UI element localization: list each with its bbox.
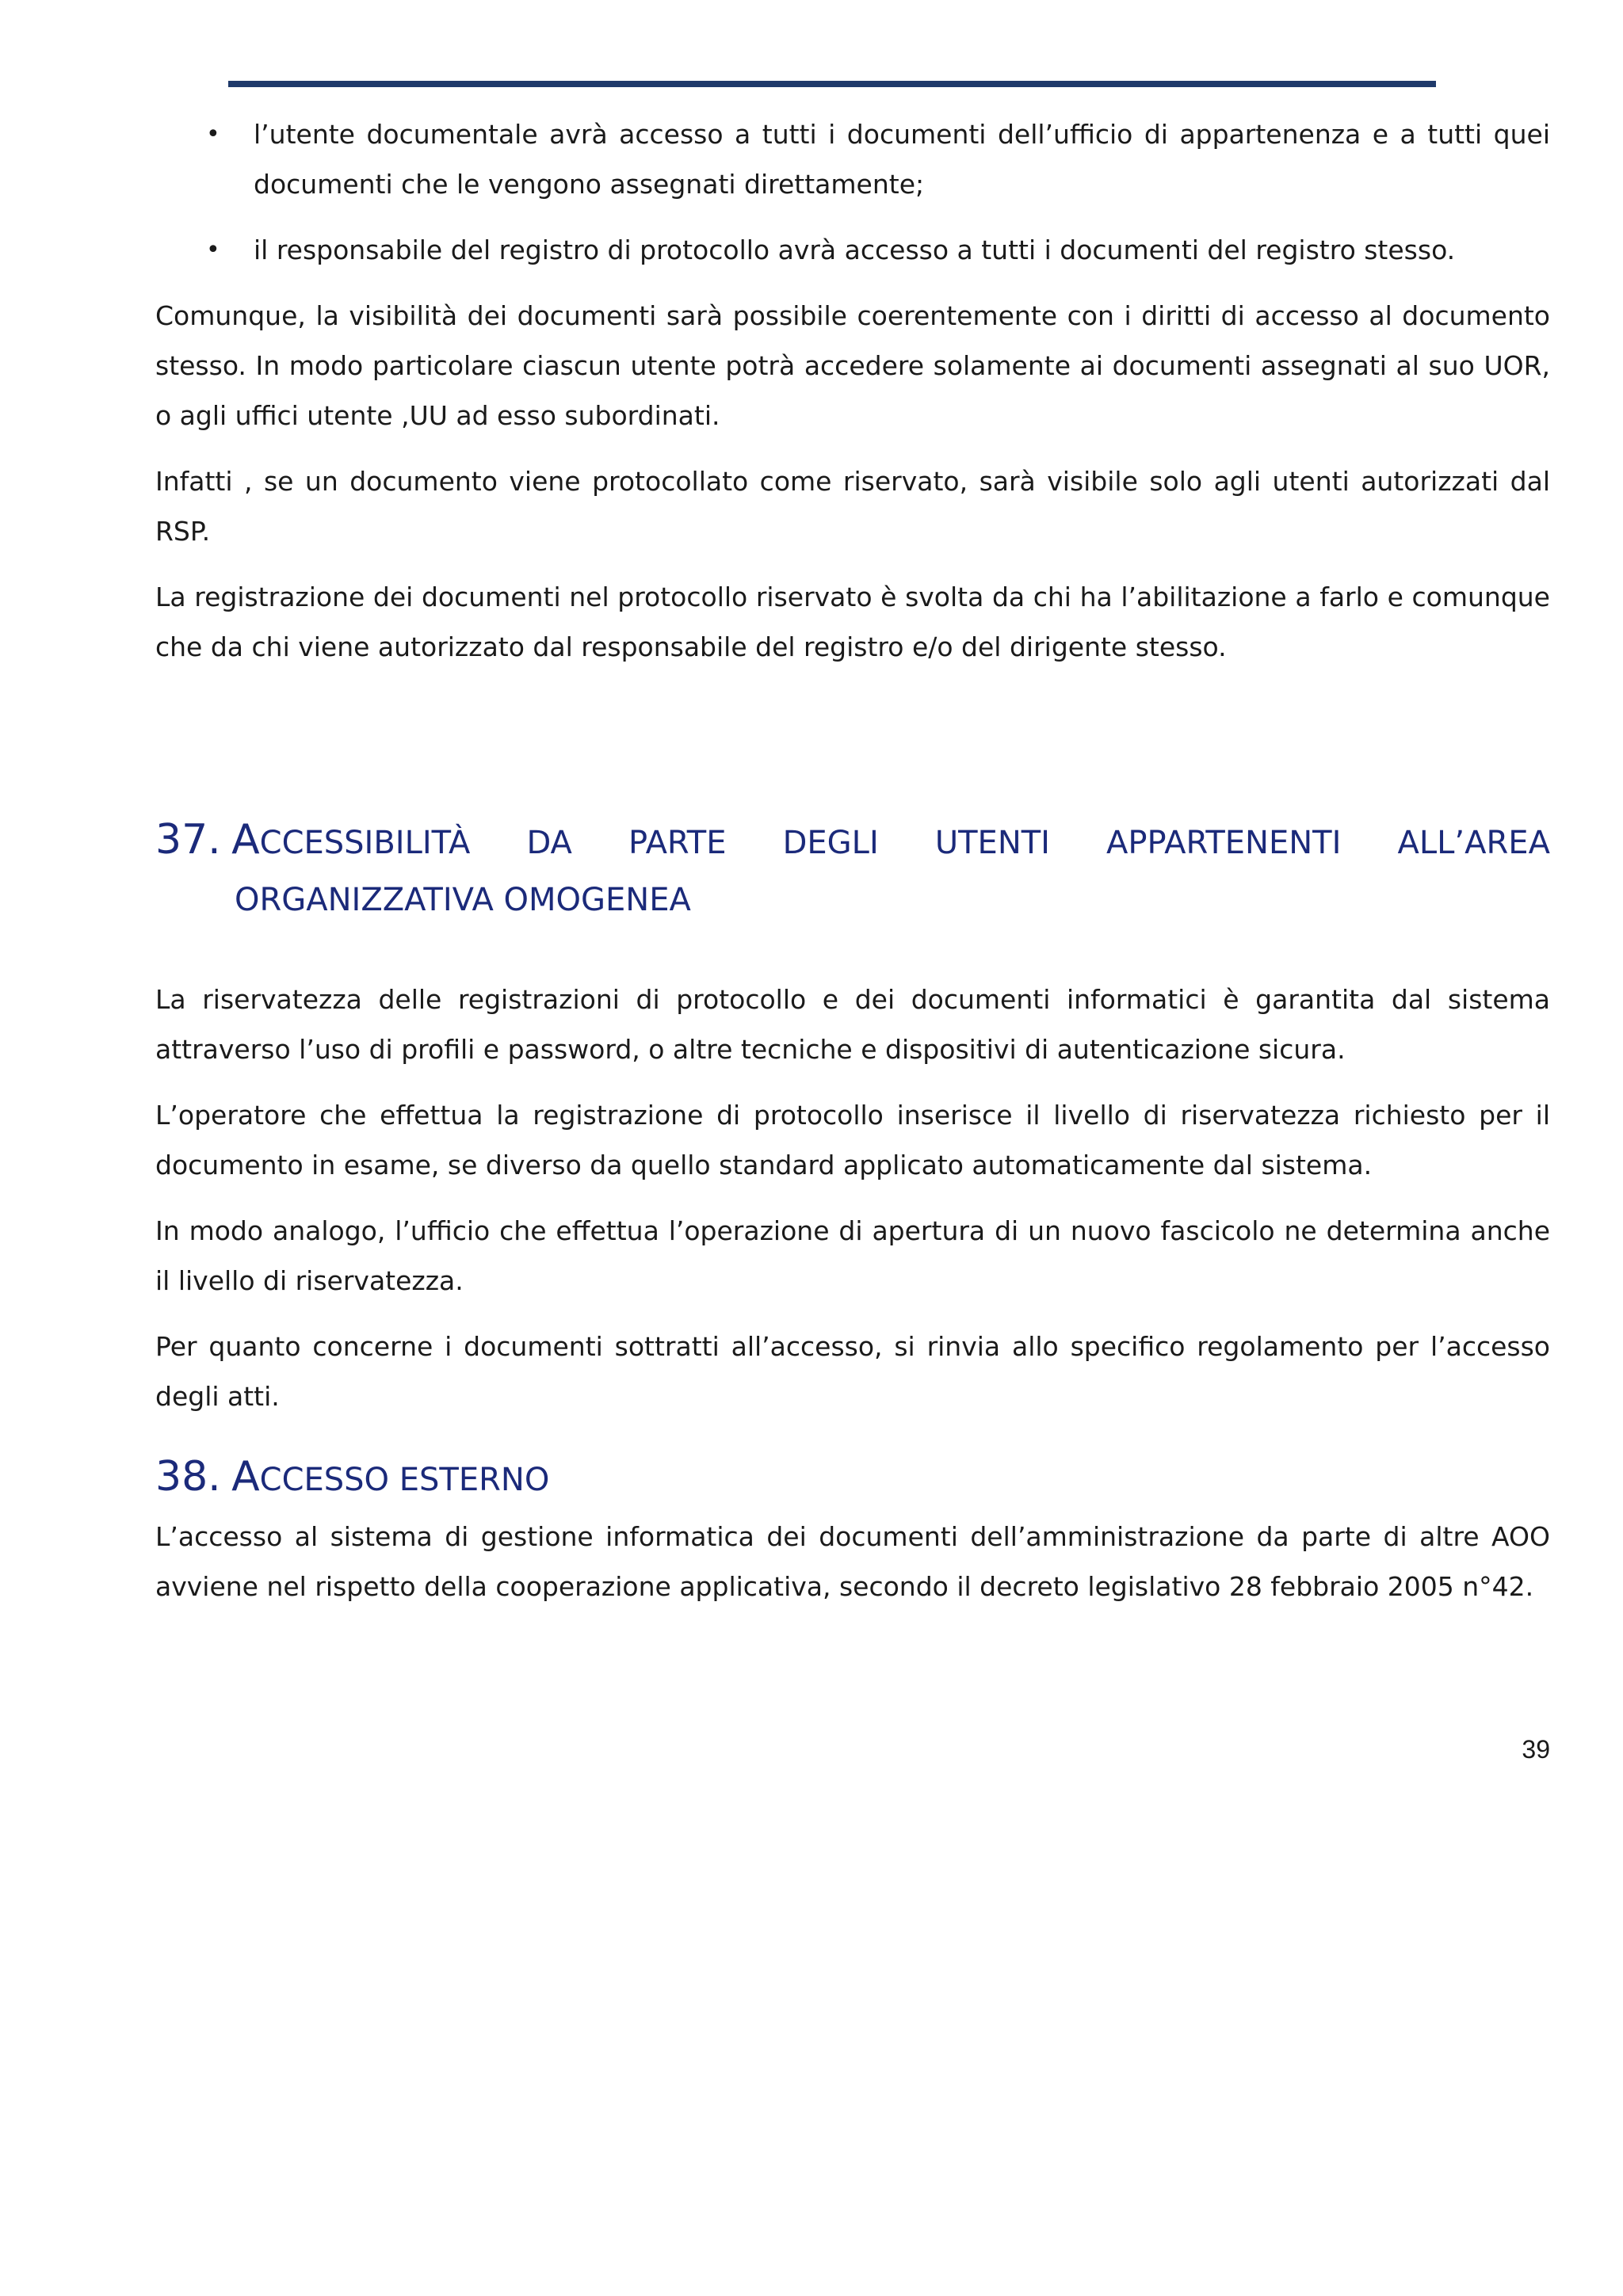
bullet-list <box>155 109 1550 275</box>
paragraph: L’operatore che effettua la registrazione di protocollo inserisce il livello di riservatezza richiesto per il documento in esame, se diverso da quello standard applicato automaticamente dal sistema. <box>155 1100 1550 1180</box>
paragraph: Per quanto concerne i documenti sottratti all’accesso, si rinvia allo specifico regolamento per l’accesso degli atti. <box>155 1331 1550 1412</box>
heading-word: DEGLI <box>782 825 879 861</box>
section-heading-37 <box>155 811 1550 929</box>
paragraph: L’accesso al sistema di gestione informatica dei documenti dell’amministrazione da parte di altre AOO avviene nel rispetto della cooperazione applicativa, secondo il decreto legislativo 28 febbraio 2005 n°42. <box>155 1521 1550 1602</box>
heading-line: ORGANIZZATIVA OMOGENEA <box>235 882 691 918</box>
section-heading-38: 38. ACCESSO ESTERNO <box>155 1453 550 1501</box>
page-number: 39 <box>1522 1735 1550 1764</box>
heading-word: PARTE <box>628 825 727 861</box>
bullet-icon: • <box>206 236 220 264</box>
heading-word: ALL’AREA <box>1397 825 1550 861</box>
paragraph: La riservatezza delle registrazioni di protocollo e dei documenti informatici è garantita dal sistema attraverso l’uso di profili e password, o altre tecniche e dispositivi di autenticazione sicura. <box>155 984 1550 1065</box>
paragraph: In modo analogo, l’ufficio che effettua l’operazione di apertura di un nuovo fascicolo ne determina anche il livello di riservatezza. <box>155 1215 1550 1296</box>
bullet-icon: • <box>206 120 220 148</box>
heading-word: 37. ACCESSIBILITÀ <box>155 816 471 864</box>
list-item <box>155 225 1550 275</box>
heading-line <box>155 811 1550 871</box>
section-number: 38. <box>155 1453 221 1501</box>
heading-word: DA <box>526 825 572 861</box>
heading-word: UTENTI <box>934 825 1050 861</box>
section-number: 37. <box>155 816 221 864</box>
header-rule <box>228 81 1436 87</box>
bullet-text: il responsabile del registro di protocollo avrà accesso a tutti i documenti del registro stesso. <box>254 235 1456 265</box>
heading-word: APPARTENENTI <box>1106 825 1342 861</box>
page-content <box>155 109 1550 1627</box>
paragraph: La registrazione dei documenti nel protocollo riservato è svolta da chi ha l’abilitazione a farlo e comunque che da chi viene autorizzato dal responsabile del registro e/o del dirigente stesso. <box>155 582 1550 662</box>
list-item <box>155 109 1550 209</box>
bullet-text: l’utente documentale avrà accesso a tutti i documenti dell’ufficio di appartenenza e a tutti quei documenti che le vengono assegnati direttamente; <box>254 119 1550 200</box>
paragraph: Infatti , se un documento viene protocollato come riservato, sarà visibile solo agli utenti autorizzati dal RSP. <box>155 466 1550 547</box>
paragraph: Comunque, la visibilità dei documenti sarà possibile coerentemente con i diritti di accesso al documento stesso. In modo particolare ciascun utente potrà accedere solamente ai documenti assegnati al suo UOR, o agli uffici utente ,UU ad esso subordinati. <box>155 300 1550 431</box>
